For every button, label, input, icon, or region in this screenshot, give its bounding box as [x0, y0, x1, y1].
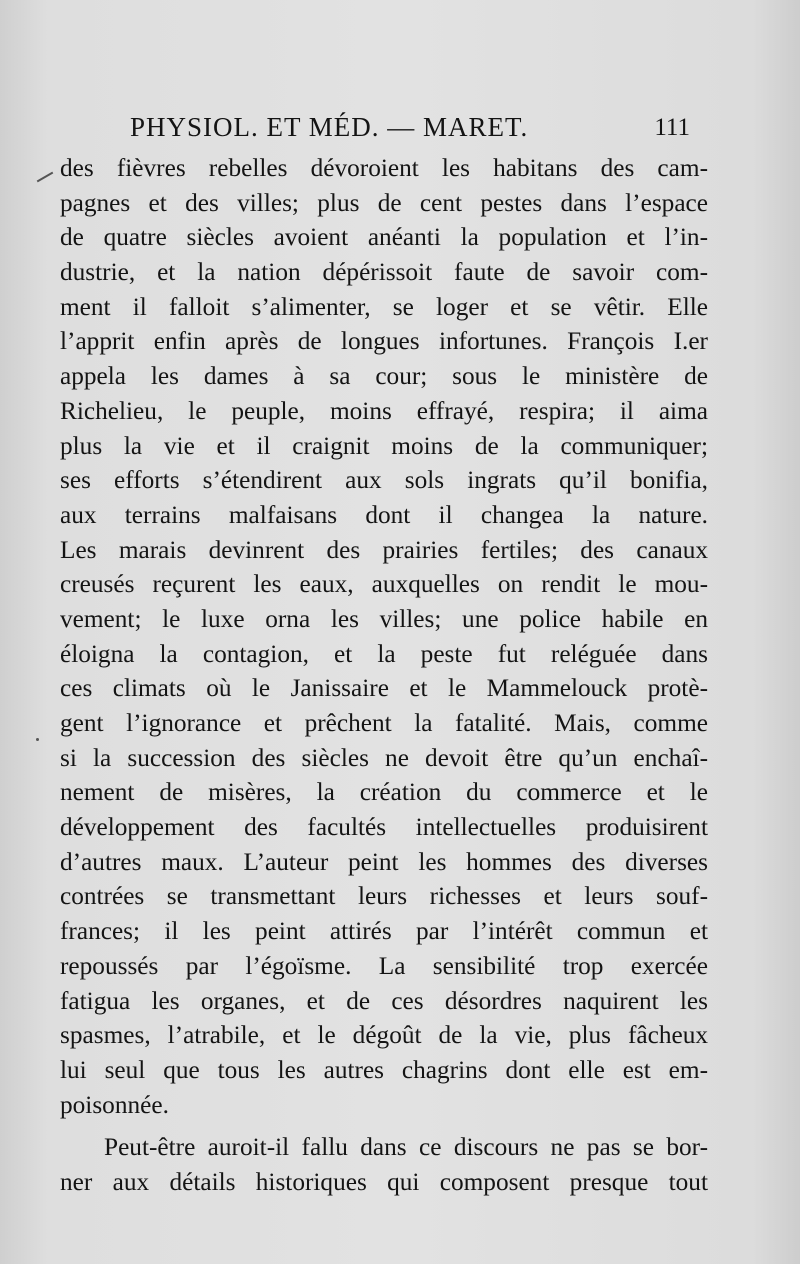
text-line: développement des facultés intellectuelles produisirent	[60, 813, 708, 842]
text-line: si la succession des siècles ne devoit être qu’un enchaî-	[60, 743, 708, 772]
text-line: appela les dames à sa cour; sous le ministère de	[60, 362, 708, 391]
running-title: PHYSIOL. ET MÉD. — MARET.	[130, 112, 529, 142]
text-line: des fièvres rebelles dévoroient les habitans des cam-	[60, 154, 708, 182]
text-line: l’apprit enfin après de longues infortunes. François I.er	[60, 327, 708, 356]
text-line: frances; il les peint attirés par l’intérêt commun et	[60, 917, 708, 946]
text-line: ces climats où le Janissaire et le Mammelouck protè-	[60, 674, 708, 703]
margin-dot	[36, 738, 39, 741]
text-line: fatigua les organes, et de ces désordres naquirent les	[60, 986, 708, 1015]
body-text	[60, 151, 708, 1200]
text-line: dustrie, et la nation dépérissoit faute de savoir com-	[60, 258, 708, 287]
text-line: poisonnée.	[60, 1090, 169, 1119]
text-line: pagnes et des villes; plus de cent pestes dans l’espace	[60, 188, 708, 217]
page-number: 111	[654, 114, 690, 141]
text-line: nement de misères, la création du commerce et le	[60, 778, 708, 807]
text-line: aux terrains malfaisans dont il changea la nature.	[60, 500, 708, 529]
text-line: Les marais devinrent des prairies fertiles; des canaux	[60, 535, 708, 564]
text-line: repoussés par l’égoïsme. La sensibilité trop exercée	[60, 951, 708, 980]
text-line: contrées se transmettant leurs richesses et leurs souf-	[60, 882, 708, 911]
text-line: ment il falloit s’alimenter, se loger et se vêtir. Elle	[60, 292, 708, 321]
text-line: Peut-être auroit-il fallu dans ce discours ne pas se bor-	[104, 1133, 708, 1162]
text-line: éloigna la contagion, et la peste fut reléguée dans	[60, 639, 708, 668]
text-line: ses efforts s’étendirent aux sols ingrats qu’il bonifia,	[60, 466, 708, 495]
text-line: creusés reçurent les eaux, auxquelles on rendit le mou-	[60, 570, 708, 599]
text-line: gent l’ignorance et prêchent la fatalité. Mais, comme	[60, 709, 708, 737]
text-line: Richelieu, le peuple, moins effrayé, respira; il aima	[60, 396, 708, 425]
text-line: spasmes, l’atrabile, et le dégoût de la vie, plus fâcheux	[60, 1021, 708, 1050]
text-line: vement; le luxe orna les villes; une police habile en	[60, 604, 708, 633]
text-line: de quatre siècles avoient anéanti la population et l’in-	[60, 223, 708, 252]
text-line: plus la vie et il craignit moins de la communiquer;	[60, 431, 708, 460]
text-line: lui seul que tous les autres chagrins dont elle est em-	[60, 1055, 708, 1084]
paragraph-gap	[60, 1122, 708, 1130]
margin-mark	[37, 172, 54, 183]
text-line: ner aux détails historiques qui composent presque tout	[60, 1167, 708, 1196]
text-line: d’autres maux. L’auteur peint les hommes des diverses	[60, 847, 708, 876]
page-header	[130, 112, 690, 143]
